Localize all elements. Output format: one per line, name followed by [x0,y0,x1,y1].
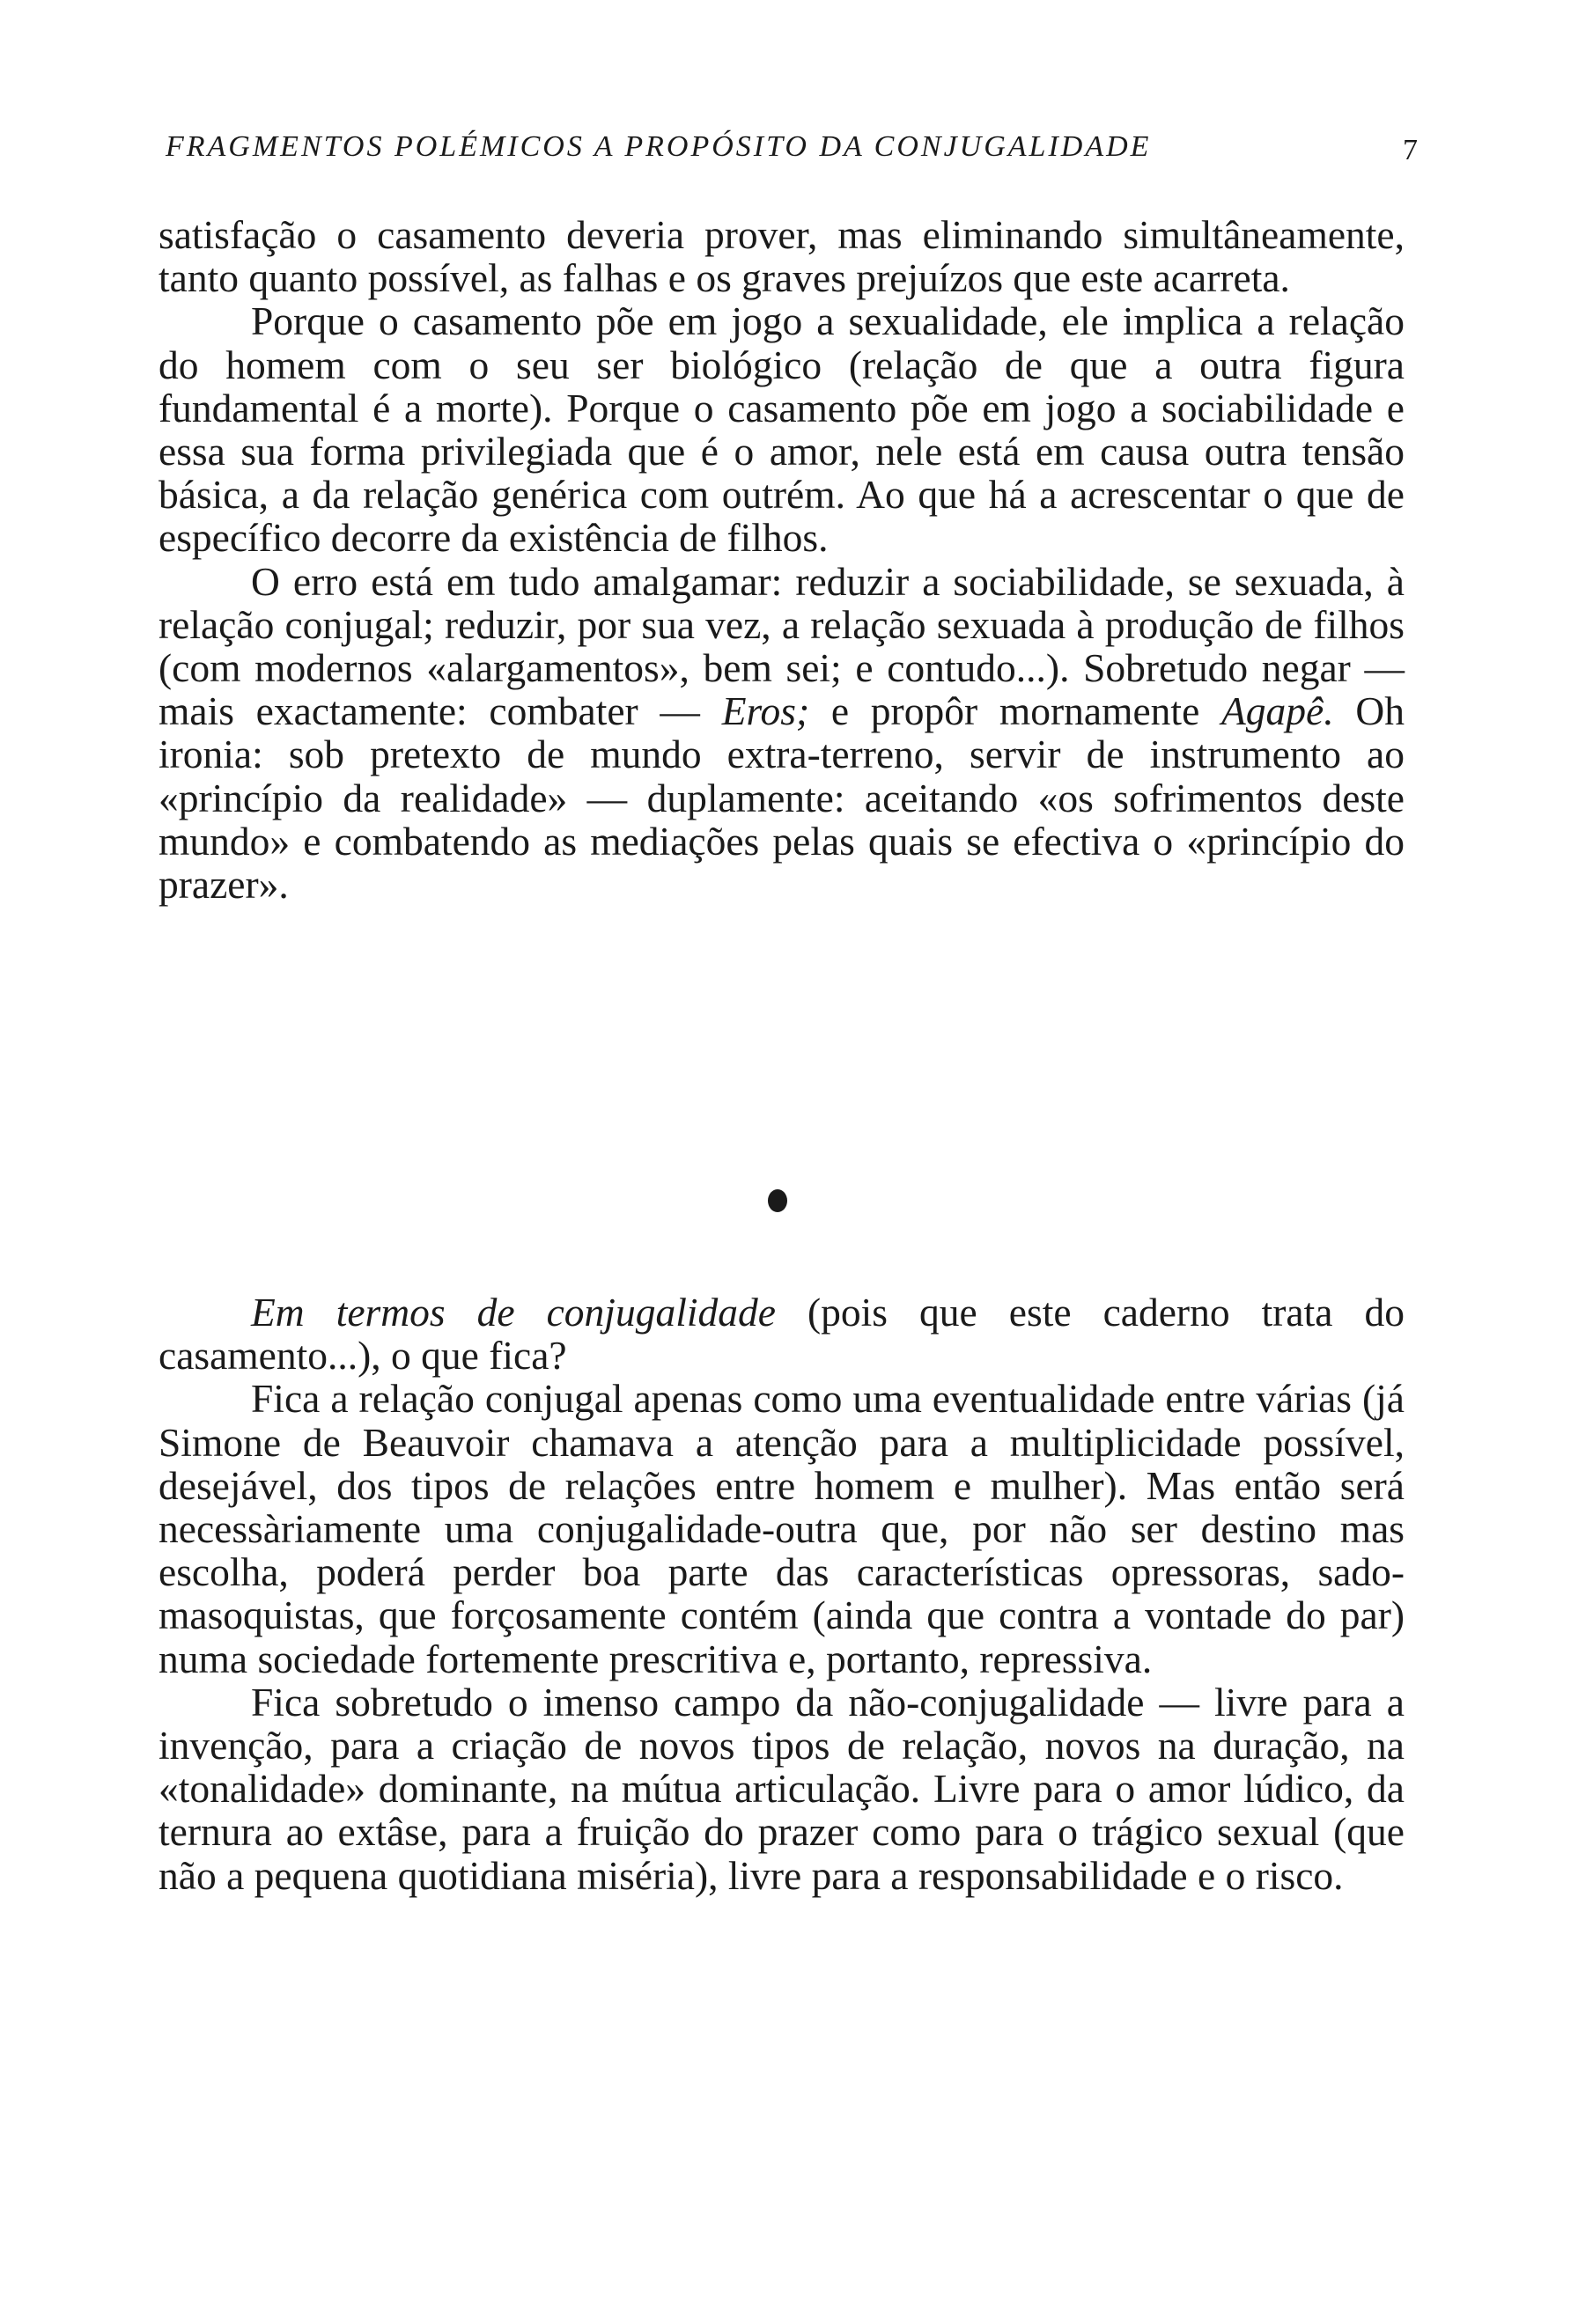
paragraph-text: Oh ironia: sob pretexto de mundo extra-terreno, servir de instrumento ao «princípio da realidade» — duplamente: aceitando «os sofrimentos deste mundo» e combatendo as mediações pelas quais se efectiva o «princípio do prazer». [159,688,1405,908]
paragraph-text: O erro está em tudo amalgamar: reduzir a sociabilidade, se sexuada, à relação conjugal; reduzir, por sua vez, a relação sexuada à produção de filhos (com modernos «alargamentos», bem sei; e contudo...). Sobretudo negar — mais exactamente: combater — [159,558,1405,734]
paragraph-text: (pois que este caderno trata do casamento...), o que fica? [159,1290,1405,1379]
running-head [159,130,1418,174]
text-section-2 [159,1291,1405,1897]
italic-term-eros: Eros; [721,688,810,734]
paragraph-nao-conjugalidade: Fica sobretudo o imenso campo da não-conjugalidade — livre para a invenção, para a criação de novos tipos de relação, novos na duração, na «tonalidade» dominante, na mútua articulação. Livre para o amor lúdico, da ternura ao extâse, para a fruição do prazer como para o trágico sexual (que não a pequena quotidiana miséria), livre para a responsabilidade e o risco. [159,1679,1405,1898]
paragraph-termos-conjugalidade [159,1291,1405,1377]
italic-heading-phrase: Em termos de conjugalidade [251,1290,776,1335]
text-section-1 [159,213,1405,906]
paragraph-erro-amalgamar [159,560,1405,907]
paragraph-relacao-conjugal: Fica a relação conjugal apenas como uma eventualidade entre várias (já Simone de Beauvoir chamava a atenção para a multiplicidade possível, desejável, dos tipos de relações entre homem e mulher). Mas então será necessàriamente uma conjugalidade-outra que, por não ser destino mas escolha, poderá perder boa parte das características opressoras, sado-masoquistas, que forçosamente contém (ainda que contra a vontade do par) numa sociedade fortemente prescritiva e, portanto, repressiva. [159,1376,1405,1681]
paragraph-text: e propôr mornamente [830,688,1200,734]
running-head-title: FRAGMENTOS POLÉMICOS A PROPÓSITO DA CONJUGALIDADE [166,130,1152,163]
paragraph-casamento-sexualidade: Porque o casamento põe em jogo a sexualidade, ele implica a relação do homem com o seu ser biológico (relação de que a outra figura fundamental é a morte). Porque o casamento põe em jogo a sociabilidade e essa sua forma privilegiada que é o amor, nele está em causa outra tensão básica, a da relação genérica com outrém. Ao que há a acrescentar o que de específico decorre da existência de filhos. [159,298,1405,561]
paragraph-continued: satisfação o casamento deveria prover, mas eliminando simultâneamente, tanto quanto possível, as falhas e os graves prejuízos que este acarreta. [159,212,1405,301]
italic-term-agape: Agapê. [1221,688,1334,734]
section-separator-bullet [768,1189,787,1212]
page-number: 7 [1403,134,1418,166]
